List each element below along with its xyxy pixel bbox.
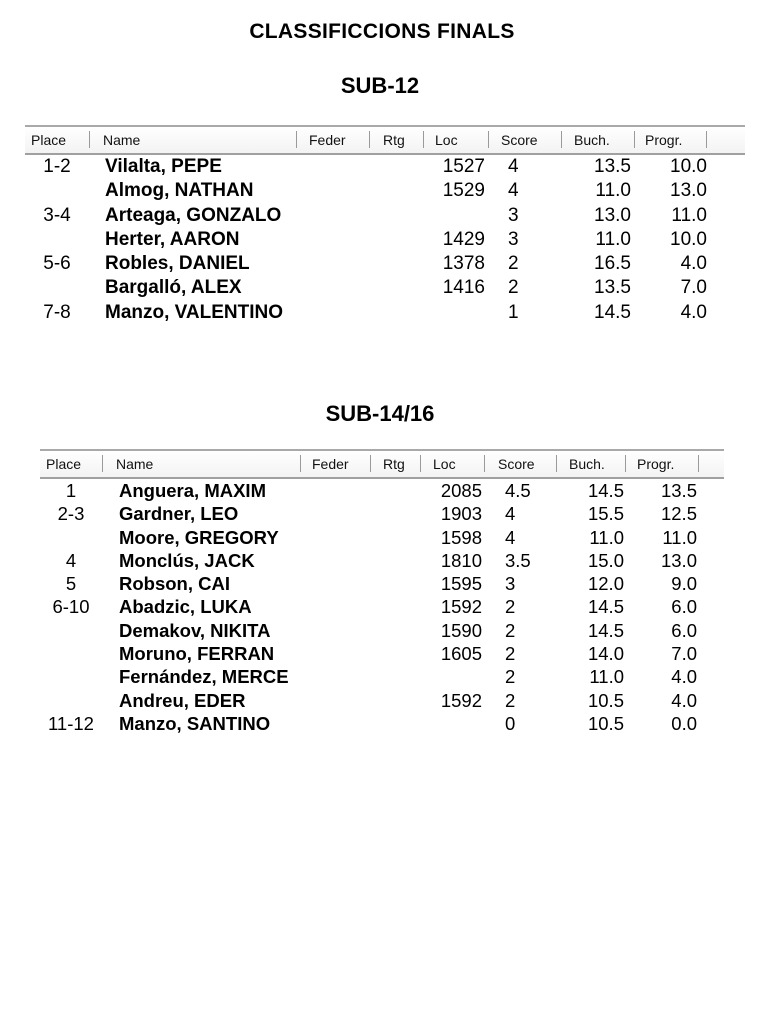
- table-row[interactable]: [40, 479, 724, 502]
- progressive-cell: 13.5: [660, 480, 697, 501]
- table-row[interactable]: [25, 228, 745, 252]
- player-name: Robson, CAI: [119, 573, 230, 595]
- score-cell: 2: [505, 619, 516, 641]
- place-cell: 3-4: [43, 204, 71, 226]
- loc-rating-cell: 1605: [440, 643, 482, 665]
- col-header-name[interactable]: Name: [103, 132, 141, 148]
- score-cell: 4: [508, 156, 519, 177]
- buchholz-cell: 11.0: [589, 526, 624, 548]
- col-header-score[interactable]: Score: [501, 132, 538, 148]
- buchholz-cell: 14.5: [587, 480, 624, 501]
- col-header-score[interactable]: Score: [498, 456, 535, 472]
- player-name: Anguera, MAXIM: [119, 480, 266, 501]
- score-cell: 4: [505, 503, 516, 525]
- player-name: Manzo, SANTINO: [119, 712, 271, 734]
- col-header-feder[interactable]: Feder: [309, 132, 346, 148]
- loc-rating-cell: 1592: [440, 596, 482, 618]
- loc-rating-cell: 1598: [440, 526, 482, 548]
- table-row[interactable]: [40, 595, 724, 618]
- table-row[interactable]: [25, 252, 745, 276]
- loc-rating-cell: 1590: [440, 619, 482, 641]
- place-cell: 1: [65, 480, 77, 501]
- player-name: Manzo, VALENTINO: [105, 301, 284, 323]
- loc-rating-cell: 2085: [440, 480, 482, 501]
- loc-rating-cell: 1810: [440, 549, 482, 571]
- table-row[interactable]: [40, 642, 724, 665]
- section-title-sub14-16: SUB-14/16: [325, 401, 435, 426]
- col-header-loc[interactable]: Loc: [433, 456, 456, 472]
- progressive-cell: 9.0: [671, 573, 697, 595]
- col-header-buch[interactable]: Buch.: [574, 132, 610, 148]
- buchholz-cell: 13.0: [594, 204, 631, 226]
- progressive-cell: 4.0: [680, 253, 707, 275]
- buchholz-cell: 13.5: [594, 277, 631, 299]
- col-header-progr[interactable]: Progr.: [645, 132, 683, 148]
- table-row[interactable]: [25, 179, 745, 203]
- loc-rating-cell: 1592: [440, 689, 482, 711]
- progressive-cell: 4.0: [671, 666, 697, 688]
- score-cell: 4.5: [505, 480, 531, 501]
- table-body: [40, 479, 724, 735]
- table-row[interactable]: [40, 502, 724, 525]
- col-header-buch[interactable]: Buch.: [569, 456, 605, 472]
- col-header-place[interactable]: Place: [31, 132, 67, 148]
- progressive-cell: 13.0: [660, 549, 697, 571]
- progressive-cell: 7.0: [680, 277, 707, 299]
- player-name: Demakov, NIKITA: [119, 619, 271, 641]
- page-title: CLASSIFICCIONS FINALS: [249, 20, 515, 43]
- table-row[interactable]: [40, 549, 724, 572]
- place-cell: 5: [65, 573, 77, 595]
- score-cell: 2: [505, 643, 516, 665]
- progressive-cell: 4.0: [671, 689, 697, 711]
- col-header-rtg[interactable]: Rtg: [383, 456, 405, 472]
- col-header-progr[interactable]: Progr.: [637, 456, 675, 472]
- buchholz-cell: 10.5: [587, 689, 624, 711]
- col-header-loc[interactable]: Loc: [435, 132, 458, 148]
- player-name: Fernández, MERCE: [119, 666, 289, 688]
- buchholz-cell: 15.5: [587, 503, 624, 525]
- buchholz-cell: 14.0: [587, 643, 624, 665]
- section-title-sub12: SUB-12: [340, 73, 420, 98]
- table-row[interactable]: [40, 572, 724, 595]
- progressive-cell: 0.0: [671, 712, 697, 734]
- player-name: Almog, NATHAN: [105, 180, 254, 202]
- score-cell: 3: [508, 204, 519, 226]
- player-name: Herter, AARON: [105, 228, 240, 250]
- loc-rating-cell: 1416: [442, 277, 485, 299]
- progressive-cell: 11.0: [671, 204, 707, 226]
- col-header-rtg[interactable]: Rtg: [383, 132, 405, 148]
- place-cell: 2-3: [57, 503, 85, 525]
- buchholz-cell: 12.0: [587, 573, 624, 595]
- loc-rating-cell: 1529: [442, 180, 485, 202]
- player-name: Bargalló, ALEX: [105, 277, 242, 299]
- table-row[interactable]: [25, 155, 745, 179]
- score-cell: 1: [508, 301, 519, 323]
- standings-table-sub12: [25, 125, 745, 325]
- progressive-cell: 4.0: [680, 301, 707, 323]
- col-header-name[interactable]: Name: [116, 456, 154, 472]
- progressive-cell: 6.0: [671, 619, 697, 641]
- col-header-feder[interactable]: Feder: [312, 456, 349, 472]
- place-cell: 7-8: [43, 301, 71, 323]
- score-cell: 4: [508, 180, 519, 202]
- score-cell: 0: [505, 712, 516, 734]
- buchholz-cell: 13.5: [594, 156, 631, 177]
- buchholz-cell: 14.5: [587, 596, 624, 618]
- buchholz-cell: 16.5: [594, 253, 631, 275]
- loc-rating-cell: 1378: [442, 253, 485, 275]
- table-body: [25, 155, 745, 325]
- buchholz-cell: 11.0: [589, 666, 624, 688]
- buchholz-cell: 15.0: [587, 549, 624, 571]
- score-cell: 2: [505, 596, 516, 618]
- progressive-cell: 7.0: [671, 643, 697, 665]
- player-name: Andreu, EDER: [119, 689, 246, 711]
- place-cell: 4: [65, 549, 77, 571]
- buchholz-cell: 11.0: [595, 180, 631, 202]
- place-cell: 11-12: [48, 712, 94, 734]
- score-cell: 3: [508, 228, 519, 250]
- player-name: Vilalta, PEPE: [105, 156, 222, 177]
- player-name: Moore, GREGORY: [119, 526, 279, 548]
- place-cell: 1-2: [43, 156, 71, 177]
- progressive-cell: 6.0: [671, 596, 697, 618]
- player-name: Abadzic, LUKA: [119, 596, 252, 618]
- buchholz-cell: 14.5: [594, 301, 631, 323]
- loc-rating-cell: 1429: [442, 228, 485, 250]
- table-row[interactable]: [40, 665, 724, 688]
- place-cell: 5-6: [43, 253, 71, 275]
- progressive-cell: 11.0: [662, 526, 697, 548]
- table-row[interactable]: [40, 526, 724, 549]
- score-cell: 3: [505, 573, 516, 595]
- player-name: Monclús, JACK: [119, 549, 255, 571]
- table-row[interactable]: [25, 276, 745, 300]
- buchholz-cell: 10.5: [587, 712, 624, 734]
- progressive-cell: 10.0: [670, 156, 707, 177]
- buchholz-cell: 14.5: [587, 619, 624, 641]
- table-row[interactable]: [40, 619, 724, 642]
- score-cell: 3.5: [505, 549, 531, 571]
- score-cell: 2: [505, 689, 516, 711]
- player-name: Gardner, LEO: [119, 503, 239, 525]
- place-cell: 6-10: [52, 596, 90, 618]
- table-row[interactable]: [40, 712, 724, 735]
- score-cell: 2: [508, 253, 519, 275]
- player-name: Robles, DANIEL: [105, 253, 250, 275]
- standings-table-sub14-16: [40, 449, 724, 735]
- loc-rating-cell: 1595: [440, 573, 482, 595]
- buchholz-cell: 11.0: [595, 228, 631, 250]
- loc-rating-cell: 1903: [440, 503, 482, 525]
- table-row[interactable]: [25, 301, 745, 325]
- table-header: [40, 449, 724, 479]
- score-cell: 2: [505, 666, 516, 688]
- score-cell: 4: [505, 526, 516, 548]
- player-name: Arteaga, GONZALO: [105, 204, 282, 226]
- progressive-cell: 13.0: [670, 180, 707, 202]
- player-name: Moruno, FERRAN: [119, 643, 275, 665]
- table-header: [25, 125, 745, 155]
- table-row[interactable]: [40, 689, 724, 712]
- score-cell: 2: [508, 277, 519, 299]
- progressive-cell: 10.0: [670, 228, 707, 250]
- loc-rating-cell: 1527: [442, 156, 485, 177]
- col-header-place[interactable]: Place: [46, 456, 82, 472]
- table-row[interactable]: [25, 204, 745, 228]
- progressive-cell: 12.5: [660, 503, 697, 525]
